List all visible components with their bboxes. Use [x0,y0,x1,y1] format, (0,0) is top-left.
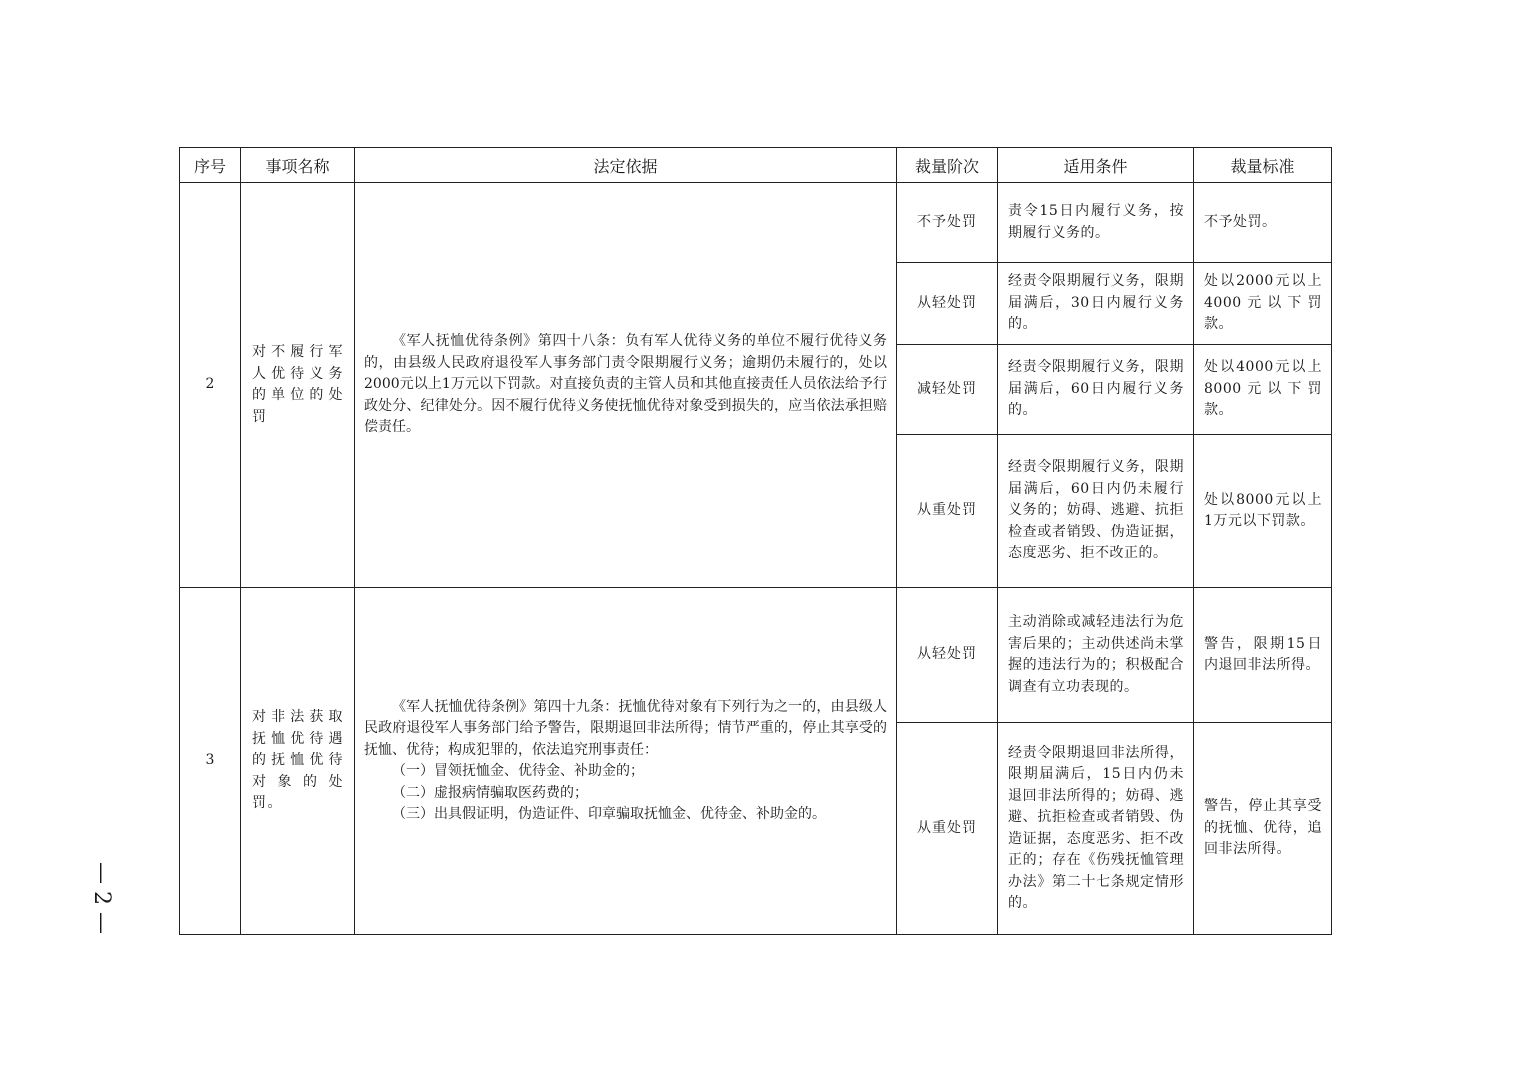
tier-condition: 经责令限期履行义务，限期届满后，30日内履行义务的。 [998,263,1194,345]
discretion-standards-table [179,147,1332,935]
tier-condition: 经责令限期退回非法所得，限期届满后，15日内仍未退回非法所得的；妨碍、逃避、抗拒检查或者销毁、伪造证据，态度恶劣、拒不改正的；存在《伤残抚恤管理办法》第二十七条规定情形的。 [998,723,1194,935]
legal-basis-item: （三）出具假证明，伪造证件、印章骗取抚恤金、优待金、补助金的。 [392,806,826,822]
header-standard: 裁量标准 [1194,148,1332,183]
tier-level: 减轻处罚 [897,345,998,435]
tier-condition: 责令15日内履行义务，按期履行义务的。 [998,183,1194,263]
header-no: 序号 [180,148,241,183]
table-row [180,588,1332,723]
tier-level: 从轻处罚 [897,263,998,345]
header-level: 裁量阶次 [897,148,998,183]
tier-standard: 处以4000元以上8000元以下罚款。 [1194,345,1332,435]
row-legal-basis [355,588,897,935]
header-basis: 法定依据 [355,148,897,183]
tier-level: 从重处罚 [897,723,998,935]
table-row [180,183,1332,263]
tier-condition: 主动消除或减轻违法行为危害后果的；主动供述尚未掌握的违法行为的；积极配合调查有立功表现的。 [998,588,1194,723]
header-name: 事项名称 [241,148,355,183]
row-no: 3 [180,588,241,935]
tier-standard: 处以8000元以上1万元以下罚款。 [1194,435,1332,588]
tier-condition: 经责令限期履行义务，限期届满后，60日内履行义务的。 [998,345,1194,435]
tier-standard: 处以2000元以上4000元以下罚款。 [1194,263,1332,345]
legal-basis-item: （二）虚报病情骗取医药费的； [392,784,588,801]
tier-condition: 经责令限期履行义务，限期届满后，60日内仍未履行义务的；妨碍、逃避、抗拒检查或者销毁、伪造证据，态度恶劣、拒不改正的。 [998,435,1194,588]
tier-standard: 警告，限期15日内退回非法所得。 [1194,588,1332,723]
legal-basis-intro: 《军人抚恤优待条例》第四十九条：抚恤优待对象有下列行为之一的，由县级人民政府退役军人事务部门给予警告，限期退回非法所得；情节严重的，停止其享受的抚恤、优待；构成犯罪的，依法追究刑事责任： [364,698,887,758]
legal-basis-text: 《军人抚恤优待条例》第四十八条：负有军人优待义务的单位不履行优待义务的，由县级人民政府退役军人事务部门责令限期履行义务；逾期仍未履行的，处以2000元以上1万元以下罚款。对直接负责的主管人员和其他直接责任人员依法给予行政处分、纪律处分。因不履行优待义务使抚恤优待对象受到损失的，应当依法承担赔偿责任。 [364,333,887,436]
legal-basis-item: （一）冒领抚恤金、优待金、补助金的； [392,763,644,779]
page-number: — 2 — [89,862,115,934]
header-condition: 适用条件 [998,148,1194,183]
row-item-name: 对非法获取抚恤优待遇的抚恤优待对象的处罚。 [241,588,355,935]
row-item-name: 对不履行军人优待义务的单位的处罚 [241,183,355,588]
tier-standard: 不予处罚。 [1194,183,1332,263]
row-legal-basis [355,183,897,588]
row-no: 2 [180,183,241,588]
tier-standard: 警告，停止其享受的抚恤、优待，追回非法所得。 [1194,723,1332,935]
tier-level: 从重处罚 [897,435,998,588]
table-header-row [180,148,1332,183]
tier-level: 从轻处罚 [897,588,998,723]
tier-level: 不予处罚 [897,183,998,263]
